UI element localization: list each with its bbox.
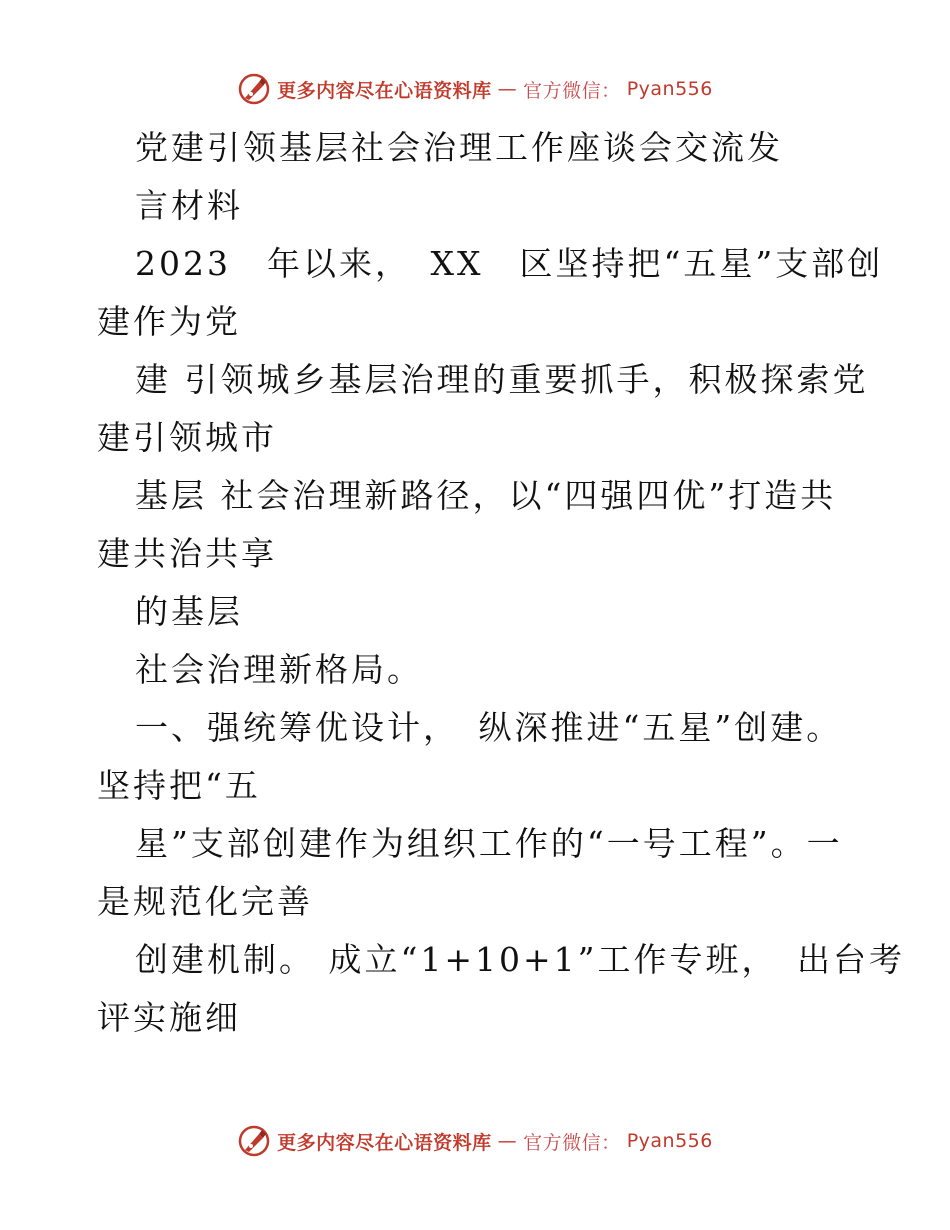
section-heading-line: 一、强统筹优设计， 纵深推进“五星”创建。: [135, 708, 843, 747]
paragraph-line: 建 引领城乡基层治理的重要抓手，积极探索党: [135, 360, 869, 399]
header-watermark: [0, 72, 950, 106]
title-line-2: 言材料: [135, 186, 243, 225]
paragraph-line: 建引领城市: [97, 418, 277, 457]
paragraph-line: 是规范化完善: [97, 882, 313, 921]
watermark-separator: —: [497, 78, 518, 100]
paragraph-line: 建作为党: [97, 302, 241, 341]
title-line-1: 党建引领基层社会治理工作座谈会交流发: [135, 128, 783, 167]
paragraph-line: 创建机制。 成立“1+10+1”工作专班， 出台考: [135, 940, 906, 979]
paragraph-line: 建共治共享: [97, 534, 277, 573]
paragraph-line: 基层 社会治理新路径，以“四强四优”打造共: [135, 476, 837, 515]
paragraph-line: 的基层: [135, 592, 243, 631]
pen-logo-icon: [237, 1124, 271, 1158]
paragraph-line: 社会治理新格局。: [135, 650, 423, 689]
watermark-suffix: 官方微信：: [523, 1131, 621, 1154]
watermark-suffix: 官方微信：: [523, 79, 621, 102]
watermark-separator: —: [497, 1130, 518, 1152]
paragraph-line: 评实施细: [97, 998, 241, 1037]
watermark-brand: 更多内容尽在心语资料库: [277, 79, 492, 102]
watermark-handle: Pyan556: [626, 78, 713, 100]
paragraph-line: 星”支部创建作为组织工作的“一号工程”。一: [135, 824, 843, 863]
pen-logo-icon: [237, 72, 271, 106]
paragraph-line: 坚持把“五: [97, 766, 261, 805]
paragraph-line: 2023 年以来， XX 区坚持把“五星”支部创: [135, 244, 884, 283]
watermark-handle: Pyan556: [626, 1130, 713, 1152]
footer-watermark: [0, 1124, 950, 1158]
watermark-brand: 更多内容尽在心语资料库: [277, 1131, 492, 1154]
